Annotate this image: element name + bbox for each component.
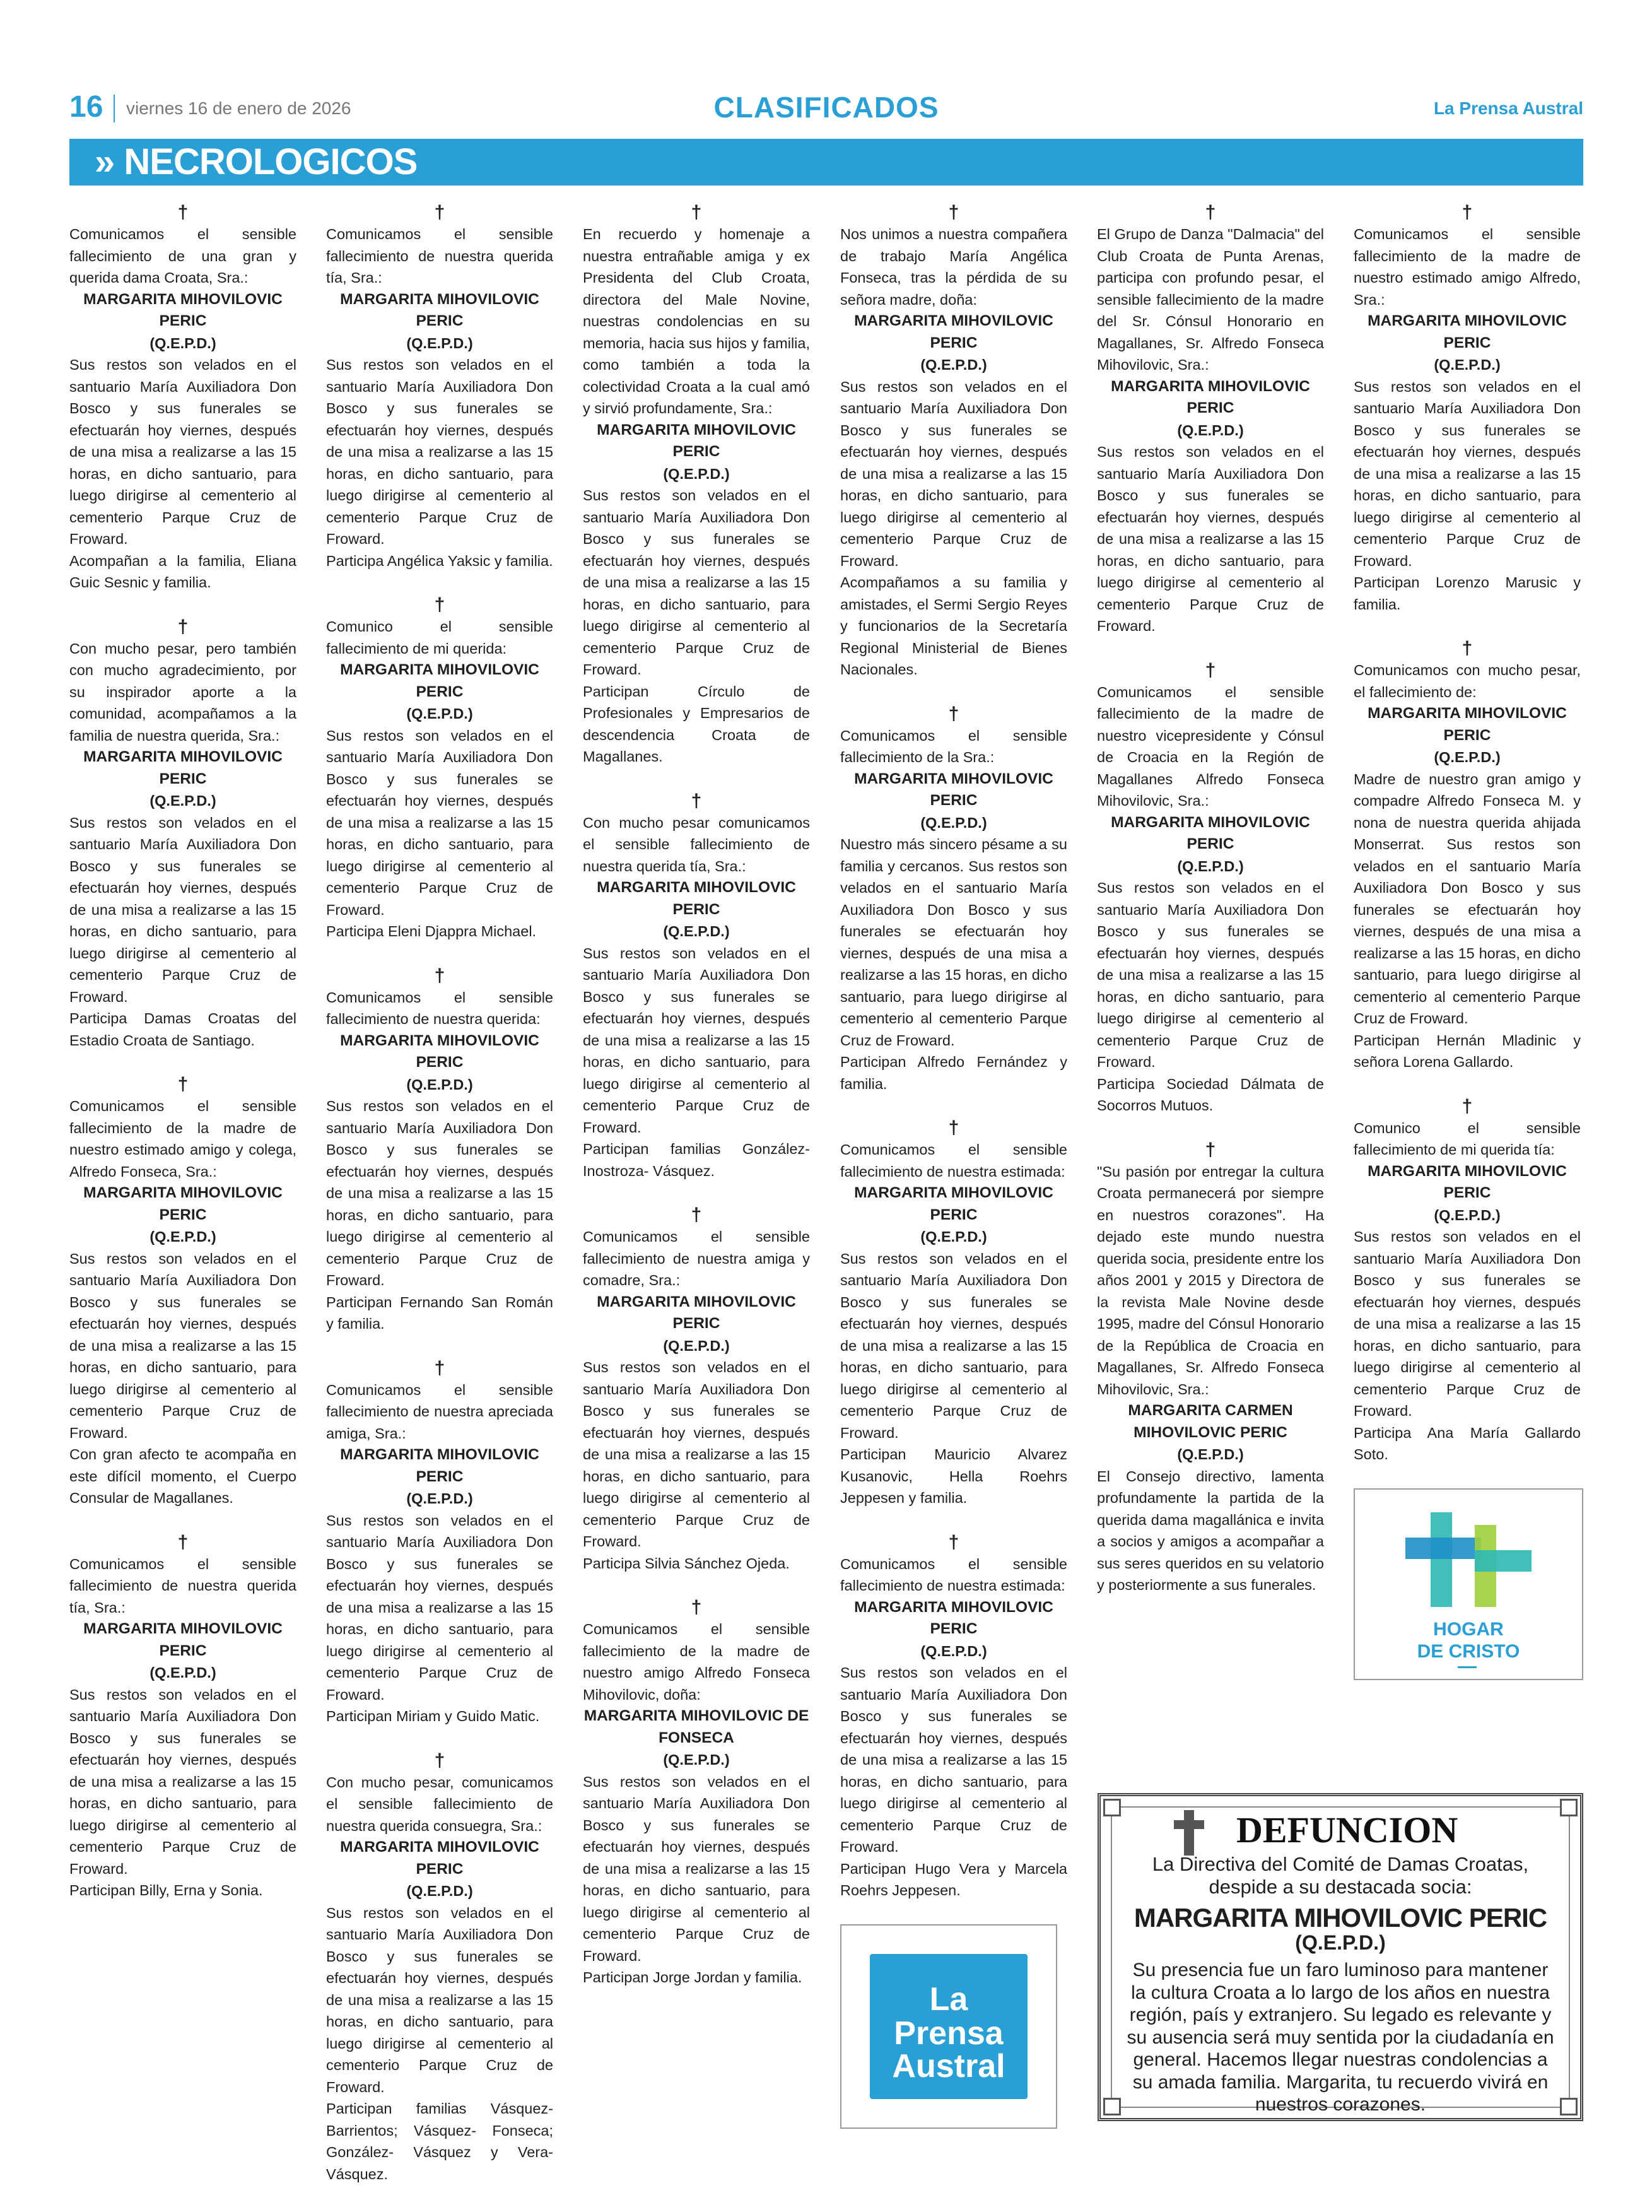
cross-icon: †: [948, 1117, 959, 1138]
logo-text-line: La: [929, 1980, 968, 2018]
defuncion-body: Su presencia fue un faro luminoso para mantener la cultura Croata a lo largo de los años en nuestra región, país y extranjero. Su legado es relevante y su ausencia será muy sentida por la ciudadanía en general. Hacemos llegar nuestras condolencias a su amada familia. Margarita, tu recuerdo vivirá en nuestros corazones.: [1127, 1960, 1554, 2115]
deceased-name: MARGARITA MIHOVILOVIC PERIC: [597, 879, 796, 918]
column-3: [583, 202, 810, 2011]
notice-body: Sus restos son velados en el santuario María Auxiliadora Don Bosco y sus funerales se efectuarán hoy viernes, después de una misa a realizarse a las 15 horas, en dicho santuario, para luego dirigirse al cementerio al cementerio Parque Cruz de Froward.: [840, 378, 1067, 569]
frame-corner: [1103, 2098, 1121, 2115]
deceased-name: MARGARITA MIHOVILOVIC PERIC: [854, 1598, 1053, 1637]
qepd-label: (Q.E.P.D.): [406, 334, 473, 351]
notice-body: Nuestro más sincero pésame a su familia y cercanos. Sus restos son velados en el santuario María Auxiliadora Don Bosco y sus funerales se efectuarán hoy viernes, después de una misa a realizarse a las 15 horas, en dicho santuario, para luego dirigirse al cementerio al cementerio Parque Cruz de Froward.: [840, 836, 1067, 1049]
notice-signature: Participa Eleni Djappra Michael.: [326, 923, 537, 939]
cross-icon: †: [1205, 1139, 1216, 1160]
notice-body: Sus restos son velados en el santuario María Auxiliadora Don Bosco y sus funerales se efectuarán hoy viernes, después de una misa a realizarse a las 15 horas, en dicho santuario, para luego dirigirse al cementerio al cementerio Parque Cruz de Froward.: [69, 356, 296, 547]
notice-intro: Comunicamos el sensible fallecimiento de la Sra.:: [840, 727, 1067, 765]
deceased-name: MARGARITA MIHOVILOVIC PERIC: [340, 1446, 539, 1485]
cross-icon: †: [177, 202, 189, 223]
notice-intro: En recuerdo y homenaje a nuestra entrañable amiga y ex Presidenta del Club Croata, directora del Male Novine, nuestras condolencias en su memoria, hacia sus hijos y familia, como también a toda la colectividad Croata a la cual amó y sirvió profundamente, Sra.:: [583, 226, 810, 416]
obituary-notice: [840, 202, 1067, 681]
notice-intro: Comunicamos el sensible fallecimiento de nuestra querida tía, Sra.:: [326, 226, 553, 286]
qepd-label: (Q.E.P.D.): [920, 1228, 987, 1245]
deceased-name: MARGARITA MIHOVILOVIC PERIC: [83, 1620, 283, 1659]
notice-body: Sus restos son velados en el santuario María Auxiliadora Don Bosco y sus funerales se efectuarán hoy viernes, después de una misa a realizarse a las 15 horas, en dicho santuario, para luego dirigirse al cementerio al cementerio Parque Cruz de Froward.: [69, 1250, 296, 1441]
qepd-label: (Q.E.P.D.): [1434, 1206, 1501, 1223]
deceased-name: MARGARITA MIHOVILOVIC PERIC: [854, 1184, 1053, 1223]
cross-icon: †: [434, 594, 445, 615]
qepd-label: (Q.E.P.D.): [1434, 356, 1501, 373]
qepd-label: (Q.E.P.D.): [663, 465, 730, 482]
notice-intro: Comunicamos el sensible fallecimiento de nuestra querida tía, Sra.:: [69, 1555, 296, 1616]
column-4: [840, 202, 1067, 2129]
qepd-label: (Q.E.P.D.): [149, 1664, 216, 1681]
notice-signature: Participa Silvia Sánchez Ojeda.: [583, 1555, 790, 1572]
notice-intro: Comunicamos el sensible fallecimiento de la madre de nuestro amigo Alfredo Fonseca Mihovilovic, doña:: [583, 1621, 810, 1703]
cross-icon: †: [948, 1531, 959, 1553]
notice-intro: Comunicamos el sensible fallecimiento de la madre de nuestro estimado amigo Alfredo, Sra.:: [1354, 226, 1581, 308]
logo-text-line: Austral: [892, 2047, 1005, 2085]
notice-intro: Comunicamos el sensible fallecimiento de nuestra querida:: [326, 989, 553, 1027]
logo-text-line: DE CRISTO: [1417, 1640, 1520, 1662]
notice-intro: Comunico el sensible fallecimiento de mi querida:: [326, 618, 553, 657]
cross-icon: †: [1462, 1095, 1473, 1117]
notice-intro: Nos unimos a nuestra compañera de trabajo María Angélica Fonseca, tras la pérdida de su señora madre, doña:: [840, 226, 1067, 308]
qepd-label: (Q.E.P.D.): [663, 923, 730, 939]
notice-signature: Participa Angélica Yaksic y familia.: [326, 552, 553, 569]
notice-intro: Comunico el sensible fallecimiento de mi querida tía:: [1354, 1119, 1581, 1158]
notice-signature: Participan Mauricio Alvarez Kusanovic, Hella Roehrs Jeppesen y familia.: [840, 1446, 1067, 1506]
logo-underline: [1458, 1666, 1477, 1668]
notice-body: Sus restos son velados en el santuario María Auxiliadora Don Bosco y sus funerales se efectuarán hoy viernes, después de una misa a realizarse a las 15 horas, en dicho santuario, para luego dirigirse al cementerio al cementerio Parque Cruz de Froward.: [583, 487, 810, 678]
notice-signature: Participan Lorenzo Marusic y familia.: [1354, 574, 1581, 613]
newspaper-brand: La Prensa Austral: [1433, 98, 1583, 118]
defuncion-qepd: (Q.E.P.D.): [1295, 1931, 1386, 1954]
cross-icon: †: [177, 1074, 189, 1095]
page-number: 16: [69, 90, 103, 124]
defuncion-name: MARGARITA MIHOVILOVIC PERIC: [1134, 1903, 1547, 1933]
notice-body: Sus restos son velados en el santuario María Auxiliadora Don Bosco y sus funerales se efectuarán hoy viernes, después de una misa a realizarse a las 15 horas, en dicho santuario, para luego dirigirse al cementerio al cementerio Parque Cruz de Froward.: [583, 1773, 810, 1964]
notice-body: Madre de nuestro gran amigo y compadre Alfredo Fonseca M. y nona de nuestra querida ahijada Monserrat. Sus restos son velados en el santuario María Auxiliadora Don Bosco y sus funerales se efectuarán hoy viernes, después de una misa a realizarse a las 15 horas, en dicho santuario, para luego dirigirse al cementerio al cementerio Parque Cruz de Froward.: [1354, 770, 1581, 1027]
obituary-notice: [583, 202, 810, 768]
notice-body: Sus restos son velados en el santuario María Auxiliadora Don Bosco y sus funerales se efectuarán hoy viernes, después de una misa a realizarse a las 15 horas, en dicho santuario, para luego dirigirse al cementerio al cementerio Parque Cruz de Froward.: [69, 814, 296, 1005]
notice-intro: Comunicamos el sensible fallecimiento de nuestra estimada:: [840, 1555, 1067, 1594]
cross-icon: †: [691, 1597, 702, 1618]
notice-signature: Participan familias González-Inostroza- Vásquez.: [583, 1141, 810, 1179]
notice-body: Sus restos son velados en el santuario María Auxiliadora Don Bosco y sus funerales se efectuarán hoy viernes, después de una misa a realizarse a las 15 horas, en dicho santuario, para luego dirigirse al cementerio al cementerio Parque Cruz de Froward.: [326, 727, 553, 918]
hogar-de-cristo-logo-icon: [1405, 1512, 1532, 1607]
obituary-notice: [1097, 1139, 1324, 1596]
qepd-label: (Q.E.P.D.): [406, 1490, 473, 1507]
cross-icon: †: [1205, 659, 1216, 681]
notice-signature: Participan Jorge Jordan y familia.: [583, 1969, 802, 1986]
deceased-name: MARGARITA MIHOVILOVIC PERIC: [1368, 1162, 1567, 1201]
cross-icon: †: [691, 202, 702, 223]
deceased-name: MARGARITA MIHOVILOVIC PERIC: [1111, 377, 1310, 416]
qepd-label: (Q.E.P.D.): [920, 1642, 987, 1659]
notice-intro: Comunicamos el sensible fallecimiento de nuestra apreciada amiga, Sra.:: [326, 1381, 553, 1442]
deceased-name: MARGARITA MIHOVILOVIC PERIC: [340, 290, 539, 329]
la-prensa-austral-logo: [870, 1954, 1028, 2099]
qepd-label: (Q.E.P.D.): [149, 792, 216, 809]
logo-text-line: HOGAR: [1433, 1618, 1504, 1640]
notice-intro: Comunicamos con mucho pesar, el fallecimiento de:: [1354, 662, 1581, 700]
column-6: [1354, 202, 1581, 1680]
deceased-name: MARGARITA CARMEN MIHOVILOVIC PERIC: [1128, 1402, 1293, 1441]
deceased-name: MARGARITA MIHOVILOVIC PERIC: [597, 421, 796, 460]
obituary-notice: [840, 1117, 1067, 1509]
notice-intro: Comunicamos el sensible fallecimiento de la madre de nuestro vicepresidente y Cónsul de Croacia en la Región de Magallanes Alfredo Fonseca Mihovilovic, Sra.:: [1097, 683, 1324, 809]
cross-icon: †: [1462, 638, 1473, 659]
notice-body: Sus restos son velados en el santuario María Auxiliadora Don Bosco y sus funerales se efectuarán hoy viernes, después de una misa a realizarse a las 15 horas, en dicho santuario, para luego dirigirse al cementerio al cementerio Parque Cruz de Froward.: [326, 1904, 553, 2095]
notice-body: El Consejo directivo, lamenta profundamente la partida de la querida dama magallánica e invita a socios y amigos a acompañar a sus seres queridos en su velatorio y posteriormente a sus funerales.: [1097, 1468, 1324, 1593]
qepd-label: (Q.E.P.D.): [406, 1883, 473, 1899]
notice-intro: Con mucho pesar, pero también con mucho agradecimiento, por su inspirador aporte a la comunidad, acompañamos a la familia de nuestra querida, Sra.:: [69, 640, 296, 744]
page-header: [69, 88, 1583, 132]
notice-body: Sus restos son velados en el santuario María Auxiliadora Don Bosco y sus funerales se efectuarán hoy viernes, después de una misa a realizarse a las 15 horas, en dicho santuario, para luego dirigirse al cementerio al cementerio Parque Cruz de Froward.: [1354, 378, 1581, 569]
qepd-label: (Q.E.P.D.): [920, 814, 987, 831]
cross-icon: †: [434, 965, 445, 986]
obituary-notice: [69, 616, 296, 1052]
notice-signature: Participan Círculo de Profesionales y Empresarios de descendencia Croata de Magallanes.: [583, 683, 810, 765]
cross-icon: †: [434, 202, 445, 223]
cross-icon: †: [948, 202, 959, 223]
notice-signature: Participan Alfredo Fernández y familia.: [840, 1054, 1067, 1092]
deceased-name: MARGARITA MIHOVILOVIC PERIC: [854, 312, 1053, 351]
qepd-label: (Q.E.P.D.): [149, 334, 216, 351]
notice-body: Sus restos son velados en el santuario María Auxiliadora Don Bosco y sus funerales se efectuarán hoy viernes, después de una misa a realizarse a las 15 horas, en dicho santuario, para luego dirigirse al cementerio al cementerio Parque Cruz de Froward.: [326, 1098, 553, 1288]
deceased-name: MARGARITA MIHOVILOVIC PERIC: [1111, 813, 1310, 852]
obituary-notice: [326, 594, 553, 943]
deceased-name: MARGARITA MIHOVILOVIC PERIC: [83, 290, 283, 329]
section-title: CLASIFICADOS: [713, 91, 939, 124]
deceased-name: MARGARITA MIHOVILOVIC PERIC: [83, 748, 283, 787]
obituary-notice: [1354, 202, 1581, 615]
obituary-notice: [583, 1204, 810, 1574]
obituary-notice: [1097, 202, 1324, 637]
obituary-notice: [1354, 638, 1581, 1073]
notice-signature: Participan familias Vásquez-Barrientos; Vásquez- Fonseca; González- Vásquez y Vera- Vásquez.: [326, 2100, 553, 2182]
notice-signature: Participa Ana María Gallardo Soto.: [1354, 1424, 1581, 1462]
deceased-name: MARGARITA MIHOVILOVIC PERIC: [854, 770, 1053, 809]
issue-date: viernes 16 de enero de 2026: [126, 98, 351, 118]
qepd-label: (Q.E.P.D.): [663, 1337, 730, 1354]
deceased-name: MARGARITA MIHOVILOVIC PERIC: [597, 1293, 796, 1332]
necrologicos-title: » NECROLOGICOS: [95, 141, 418, 182]
deceased-name: MARGARITA MIHOVILOVIC PERIC: [1368, 312, 1567, 351]
qepd-label: (Q.E.P.D.): [406, 1076, 473, 1093]
obituary-notice: [1097, 660, 1324, 1117]
notice-intro: Comunicamos el sensible fallecimiento de nuestra amiga y comadre, Sra.:: [583, 1228, 810, 1288]
obituary-notice: [840, 1532, 1067, 1902]
defuncion-title: DEFUNCION: [1236, 1809, 1458, 1850]
deceased-name: MARGARITA MIHOVILOVIC PERIC: [340, 1032, 539, 1071]
column-1: [69, 202, 296, 1924]
notice-body: Sus restos son velados en el santuario María Auxiliadora Don Bosco y sus funerales se efectuarán hoy viernes, después de una misa a realizarse a las 15 horas, en dicho santuario, para luego dirigirse al cementerio al cementerio Parque Cruz de Froward.: [1097, 880, 1324, 1070]
cross-icon: †: [691, 790, 702, 811]
frame-corner: [1560, 2098, 1578, 2115]
obituary-notice: [326, 965, 553, 1335]
notice-signature: Participan Hugo Vera y Marcela Roehrs Jeppesen.: [840, 1860, 1067, 1898]
cross-icon: †: [177, 616, 189, 637]
deceased-name: MARGARITA MIHOVILOVIC PERIC: [1368, 705, 1567, 744]
obituary-notice: [840, 703, 1067, 1095]
deceased-name: MARGARITA MIHOVILOVIC DE FONSECA: [583, 1707, 809, 1746]
notice-body: Sus restos son velados en el santuario María Auxiliadora Don Bosco y sus funerales se efectuarán hoy viernes, después de una misa a realizarse a las 15 horas, en dicho santuario, para luego dirigirse al cementerio al cementerio Parque Cruz de Froward.: [840, 1664, 1067, 1855]
column-2: [326, 202, 553, 2208]
defuncion-intro: La Directiva del Comité de Damas Croatas, despide a su destacada socia:: [1152, 1853, 1529, 1898]
defuncion-notice: [1098, 1793, 1583, 2121]
qepd-label: (Q.E.P.D.): [149, 1228, 216, 1245]
obituary-notice: [69, 1532, 296, 1902]
qepd-label: (Q.E.P.D.): [1177, 857, 1244, 874]
obituary-notice: [583, 1597, 810, 1989]
cross-icon: †: [434, 1750, 445, 1771]
logo-text-line: Prensa: [894, 2015, 1004, 2052]
notice-signature: Acompañamos a su familia y amistades, el Sermi Sergio Reyes y funcionarios de la Secretaría Regional Ministerial de Bienes Nacionales.: [840, 574, 1067, 678]
cross-icon: [1170, 1808, 1208, 1858]
notice-intro: Con mucho pesar, comunicamos el sensible fallecimiento de nuestra querida consuegra, Sra.:: [326, 1774, 553, 1834]
qepd-label: (Q.E.P.D.): [1177, 1446, 1244, 1462]
notice-signature: Participan Fernando San Román y familia.: [326, 1293, 553, 1332]
cross-icon: †: [1205, 202, 1216, 223]
column-5: [1097, 202, 1324, 1619]
obituary-notice: [1354, 1096, 1581, 1466]
notice-body: Sus restos son velados en el santuario María Auxiliadora Don Bosco y sus funerales se efectuarán hoy viernes, después de una misa a realizarse a las 15 horas, en dicho santuario, para luego dirigirse al cementerio al cementerio Parque Cruz de Froward.: [1354, 1228, 1581, 1419]
notice-intro: Comunicamos el sensible fallecimiento de nuestra estimada:: [840, 1141, 1067, 1180]
notice-signature: Participan Billy, Erna y Sonia.: [69, 1882, 263, 1898]
cross-icon: †: [948, 703, 959, 724]
obituary-notice: [69, 202, 296, 594]
notice-body: Sus restos son velados en el santuario María Auxiliadora Don Bosco y sus funerales se efectuarán hoy viernes, después de una misa a realizarse a las 15 horas, en dicho santuario, para luego dirigirse al cementerio al cementerio Parque Cruz de Froward.: [583, 1359, 810, 1550]
la-prensa-austral-ad: [840, 1924, 1057, 2129]
frame-corner: [1560, 1799, 1578, 1816]
qepd-label: (Q.E.P.D.): [663, 1751, 730, 1768]
notice-body: Sus restos son velados en el santuario María Auxiliadora Don Bosco y sus funerales se efectuarán hoy viernes, después de una misa a realizarse a las 15 horas, en dicho santuario, para luego dirigirse al cementerio al cementerio Parque Cruz de Froward.: [69, 1686, 296, 1877]
deceased-name: MARGARITA MIHOVILOVIC PERIC: [340, 661, 539, 700]
deceased-name: MARGARITA MIHOVILOVIC PERIC: [83, 1184, 283, 1223]
notice-body: Sus restos son velados en el santuario María Auxiliadora Don Bosco y sus funerales se efectuarán hoy viernes, después de una misa a realizarse a las 15 horas, en dicho santuario, para luego dirigirse al cementerio al cementerio Parque Cruz de Froward.: [840, 1250, 1067, 1441]
notice-intro: Comunicamos el sensible fallecimiento de la madre de nuestro estimado amigo y colega, Alfredo Fonseca, Sra.:: [69, 1098, 296, 1180]
notice-intro: El Grupo de Danza "Dalmacia" del Club Croata de Punta Arenas, participa con profundo pesar, el sensible fallecimiento de la madre del Sr. Cónsul Honorario en Magallanes, Sr. Alfredo Fonseca Mihovilovic, Sra.:: [1097, 226, 1324, 373]
obituary-notice: [583, 791, 810, 1182]
frame-corner: [1103, 1799, 1121, 1816]
notice-intro: Comunicamos el sensible fallecimiento de una gran y querida dama Croata, Sra.:: [69, 226, 296, 286]
hogar-de-cristo-ad: [1354, 1488, 1583, 1680]
notice-signature: Participa Damas Croatas del Estadio Croata de Santiago.: [69, 1010, 296, 1049]
notice-intro: "Su pasión por entregar la cultura Croata permanecerá por siempre en nuestros corazones". Ha dejado este mundo nuestra querida socia, presidente entre los años 2001 y 2015 y Directora de la revista Male Novine desde 1995, madre del Cónsul Honorario de la República de Croacia en Magallanes, Sr. Alfredo Fonseca Mihovilovic, Sra.:: [1097, 1163, 1324, 1397]
notice-signature: Acompañan a la familia, Eliana Guic Sesnic y familia.: [69, 552, 296, 591]
notice-body: Sus restos son velados en el santuario María Auxiliadora Don Bosco y sus funerales se efectuarán hoy viernes, después de una misa a realizarse a las 15 horas, en dicho santuario, para luego dirigirse al cementerio al cementerio Parque Cruz de Froward.: [326, 1512, 553, 1703]
cross-icon: †: [434, 1357, 445, 1379]
deceased-name: MARGARITA MIHOVILOVIC PERIC: [340, 1838, 539, 1878]
notice-intro: Con mucho pesar comunicamos el sensible fallecimiento de nuestra querida tía, Sra.:: [583, 814, 810, 874]
obituary-notice: [69, 1074, 296, 1509]
notice-body: Sus restos son velados en el santuario María Auxiliadora Don Bosco y sus funerales se efectuarán hoy viernes, después de una misa a realizarse a las 15 horas, en dicho santuario, para luego dirigirse al cementerio al cementerio Parque Cruz de Froward.: [326, 356, 553, 547]
qepd-label: (Q.E.P.D.): [920, 356, 987, 373]
section-band: [69, 139, 1583, 185]
notice-signature: Participa Sociedad Dálmata de Socorros Mutuos.: [1097, 1075, 1324, 1114]
obituary-notice: [326, 1750, 553, 2186]
notice-body: Sus restos son velados en el santuario María Auxiliadora Don Bosco y sus funerales se efectuarán hoy viernes, después de una misa a realizarse a las 15 horas, en dicho santuario, para luego dirigirse al cementerio al cementerio Parque Cruz de Froward.: [1097, 444, 1324, 634]
notice-body: Sus restos son velados en el santuario María Auxiliadora Don Bosco y sus funerales se efectuarán hoy viernes, después de una misa a realizarse a las 15 horas, en dicho santuario, para luego dirigirse al cementerio al cementerio Parque Cruz de Froward.: [583, 944, 810, 1136]
cross-icon: †: [177, 1531, 189, 1553]
notice-signature: Participan Hernán Mladinic y señora Lorena Gallardo.: [1354, 1032, 1581, 1070]
obituary-notice: [326, 1358, 553, 1727]
notice-signature: Con gran afecto te acompaña en este difícil momento, el Cuerpo Consular de Magallanes.: [69, 1446, 296, 1506]
qepd-label: (Q.E.P.D.): [1177, 421, 1244, 438]
obituary-notice: [326, 202, 553, 572]
qepd-label: (Q.E.P.D.): [1434, 749, 1501, 765]
cross-icon: †: [691, 1204, 702, 1225]
qepd-label: (Q.E.P.D.): [406, 705, 473, 722]
notice-signature: Participan Miriam y Guido Matic.: [326, 1708, 540, 1724]
cross-icon: †: [1462, 202, 1473, 223]
